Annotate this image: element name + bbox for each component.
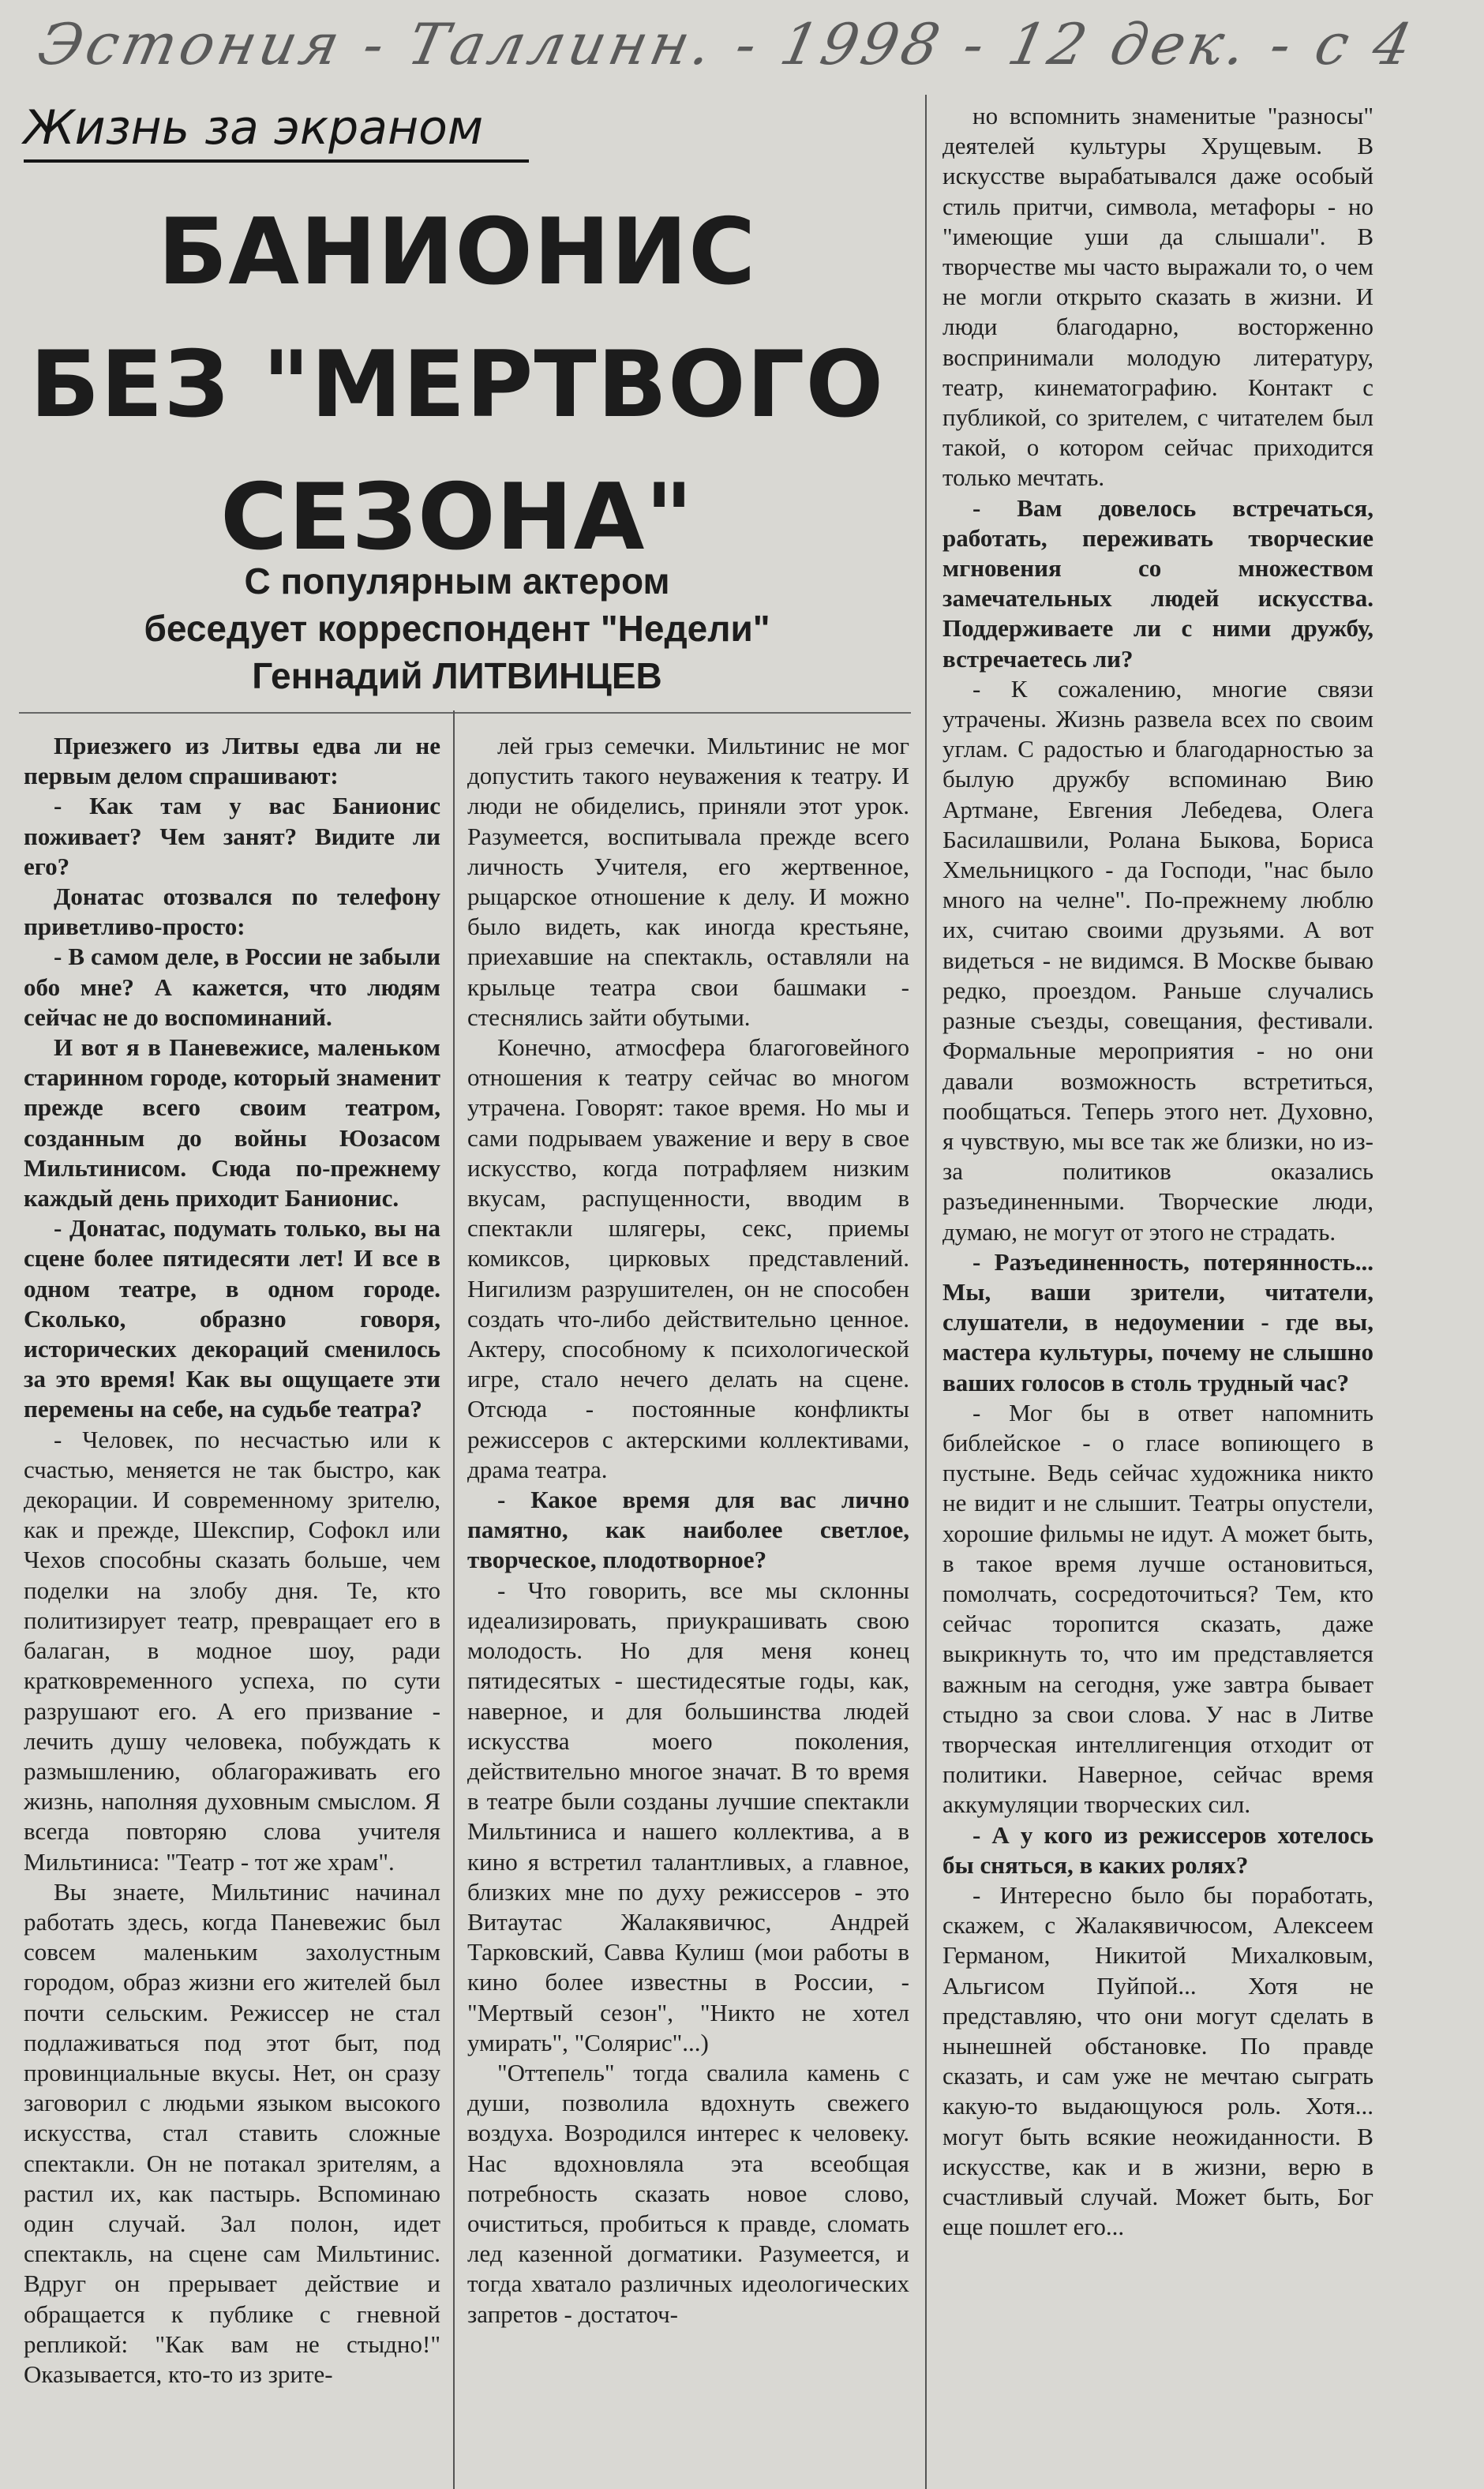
article-subhead xyxy=(19,557,895,699)
body-paragraph: "Оттепель" тогда свалила камень с души, позволила вдохнуть свежего воздуха. Возродился интерес к человеку. Нас вдохновляла эта всеобщая потребность сказать новое слово, очиститься, пробиться к правде, сломать лед казенной догматики. Разумеется, и тогда хватало различных идеологических запретов - достаточ- xyxy=(467,2058,909,2328)
body-paragraph: лей грыз семечки. Мильтинис не мог допустить такого неуважения к театру. И люди не обиделись, приняли этот урок. Разумеется, воспитывала прежде всего личность Учителя, его жертвенное, рыцарское отношение к делу. И можно было видеть, как иногда крестьяне, приехавшие на спектакль, оставляли на крыльце театра свои башмаки - стеснялись зайти обутыми. xyxy=(467,732,909,1031)
headline-line: БЕЗ "МЕРТВОГО xyxy=(29,332,885,438)
body-paragraph: - Интересно было бы поработать, скажем, с Жалакявичюсом, Алексеем Германом, Никитой Михалковым, Альгисом Пуйпой... Хотя не представляю, что они могут сделать в нынешней обстановке. По правде сказать, и сам уже не мечтаю сыграть какую-то выдающуюся роль. Хотя... могут быть всякие неожиданности. В искусстве, как и в жизни, верю в счастливый случай. Может быть, Бог еще пошлет его... xyxy=(942,1880,1373,2241)
header-divider xyxy=(19,712,911,714)
text-column-2 xyxy=(467,731,909,2330)
column-divider xyxy=(925,95,927,2489)
question-paragraph: Приезжего из Литвы едва ли не первым делом спрашивают: xyxy=(24,732,440,790)
subhead-line: С популярным актером xyxy=(244,560,670,602)
article-headline xyxy=(19,186,895,584)
question-paragraph: - А у кого из режиссеров хотелось бы сняться, в каких ролях? xyxy=(942,1820,1373,1879)
body-paragraph: - Что говорить, все мы склонны идеализировать, приукрашивать свою молодость. Но для меня конец пятидесятых - шестидесятые годы, как, наверное, и для большинства людей искусства моего поколения, действительно многое значат. В то время в театре были созданы лучшие спектакли Мильтиниса и нашего коллектива, а в кино я встретил талантливых, а главное, близких мне по духу режиссеров - это Витаутас Жалакявичюс, Андрей Тарковский, Савва Кулиш (мои работы в кино более известны в России, - "Мертвый сезон", "Никто не хотел умирать", "Солярис"...) xyxy=(467,1576,909,2056)
body-paragraph: Конечно, атмосфера благоговейного отношения к театру сейчас во многом утрачена. Говорят: такое время. Но мы и сами подрываем уважение и веру в свое искусство, когда потрафляем низким вкусам, распущенности, вводим в спектакли шлягеры, секс, приемы комиксов, цирковых представлений. Нигилизм разрушителен, он не способен создать что-либо действительно ценное. Актеру, способному к психологической игре, стало нечего делать на сцене. Отсюда - постоянные конфликты режиссеров с актерскими коллективами, драма театра. xyxy=(467,1033,909,1483)
headline-line: БАНИОНИС xyxy=(157,199,757,306)
question-paragraph: - Вам довелось встречаться, работать, переживать творческие мгновения со множеством замечательных людей искусства. Поддерживаете ли с ними дружбу, встречаетесь ли? xyxy=(942,493,1373,673)
question-paragraph: И вот я в Паневежисе, маленьком старинном городе, который знаменит прежде всего своим театром, созданным до войны Юозасом Мильтинисом. Сюда по-прежнему каждый день приходит Банионис. xyxy=(24,1033,440,1213)
body-paragraph: - Человек, по несчастью или к счастью, меняется не так быстро, как декорации. И современному зрителю, как и прежде, Шекспир, Софокл или Чехов способны сказать больше, чем поделки на злобу дня. Те, кто политизирует театр, превращает его в балаган, в модное шоу, ради кратковременного успеха, по сути разрушают его. А его призвание - лечить душу человека, побуждать к размышлению, облагораживать его жизнь, наполняя духовным смыслом. Я всегда повторяю слова учителя Мильтиниса: "Театр - тот же храм". xyxy=(24,1425,440,1876)
handwritten-source-note: Эстония - Таллинн. - 1998 - 12 дек. - с 4 xyxy=(32,11,1422,77)
subhead-line: беседует корреспондент "Недели" xyxy=(144,608,770,649)
section-rubric: Жизнь за экраном xyxy=(24,96,529,163)
body-paragraph: но вспомнить знаменитые "разносы" деятелей культуры Хрущевым. В искусстве вырабатывался даже особый стиль притчи, символа, метафоры - но "имеющие уши да слышали". В творчестве мы часто выражали то, о чем не могли открыто сказать в жизни. И люди благодарно, восторженно воспринимали молодую литературу, театр, кинематографию. Контакт с публикой, со зрителем, с читателем был такой, о котором сейчас приходится только мечтать. xyxy=(942,102,1373,492)
body-paragraph: - К сожалению, многие связи утрачены. Жизнь развела всех по своим углам. С радостью и благодарностью за былую дружбу вспоминаю Вию Артмане, Евгения Лебедева, Олега Басилашвили, Ролана Быкова, Бориса Хмельницкого - да Господи, "нас было много на челне". По-прежнему люблю их, считаю своими друзьями. А вот видеться - не видимся. В Москве бываю редко, проездом. Раньше случались разные съезды, совещания, фестивали. Формальные мероприятия - но они давали возможность встретиться, пообщаться. Теперь этого нет. Духовно, я чувствую, мы все так же близки, но из-за политиков оказались разъединенными. Творческие люди, думаю, не могут от этого не страдать. xyxy=(942,674,1373,1246)
body-paragraph: - Мог бы в ответ напомнить библейское - о гласе вопиющего в пустыне. Ведь сейчас художника никто не видит и не слышит. Театры опустели, хорошие фильмы не идут. А может быть, в такое время лучше остановиться, помолчать, сосредоточиться? Тем, кто сейчас торопится сказать, даже выкрикнуть то, что им представляется важным на сегодня, уже завтра бывает стыдно за свои слова. У нас в Литве творческая интеллигенция отходит от политики. Наверное, сейчас время аккумуляции творческих сил. xyxy=(942,1398,1373,1819)
question-paragraph: - Как там у вас Банионис поживает? Чем занят? Видите ли его? xyxy=(24,792,440,880)
question-paragraph: Донатас отозвался по телефону приветливо-просто: xyxy=(24,883,440,941)
text-column-3 xyxy=(942,101,1373,2242)
question-paragraph: - Донатас, подумать только, вы на сцене более пятидесяти лет! И все в одном театре, в одном городе. Сколько, образно говоря, исторических декораций сменилось за это время! Как вы ощущаете эти перемены на себе, на судьбе театра? xyxy=(24,1214,440,1423)
headline-line: СЕЗОНА" xyxy=(220,464,694,571)
question-paragraph: - Какое время для вас лично памятно, как наиболее светлое, творческое, плодотворное? xyxy=(467,1486,909,1574)
body-paragraph: Вы знаете, Мильтинис начинал работать здесь, когда Паневежис был совсем маленьким захолустным городом, образ жизни его жителей был почти сельским. Режиссер не стал подлаживаться под этот быт, под провинциальные вкусы. Нет, он сразу заговорил с людьми языком высокого искусства, стал ставить сложные спектакли. Он не потакал зрителям, а растил их, как пастырь. Вспоминаю один случай. Зал полон, идет спектакль, на сцене сам Мильтинис. Вдруг он прерывает действие и обращается к публике с гневной репликой: "Как вам не стыдно!" Оказывается, кто-то из зрите- xyxy=(24,1877,440,2388)
subhead-line: Геннадий ЛИТВИНЦЕВ xyxy=(252,655,662,696)
column-divider xyxy=(453,710,455,2489)
text-column-1 xyxy=(24,731,440,2390)
question-paragraph: - В самом деле, в России не забыли обо мне? А кажется, что людям сейчас не до воспоминаний. xyxy=(24,943,440,1031)
question-paragraph: - Разъединенность, потерянность... Мы, ваши зрители, читатели, слушатели, в недоумении - где вы, мастера культуры, почему не слышно ваших голосов в столь трудный час? xyxy=(942,1247,1373,1396)
